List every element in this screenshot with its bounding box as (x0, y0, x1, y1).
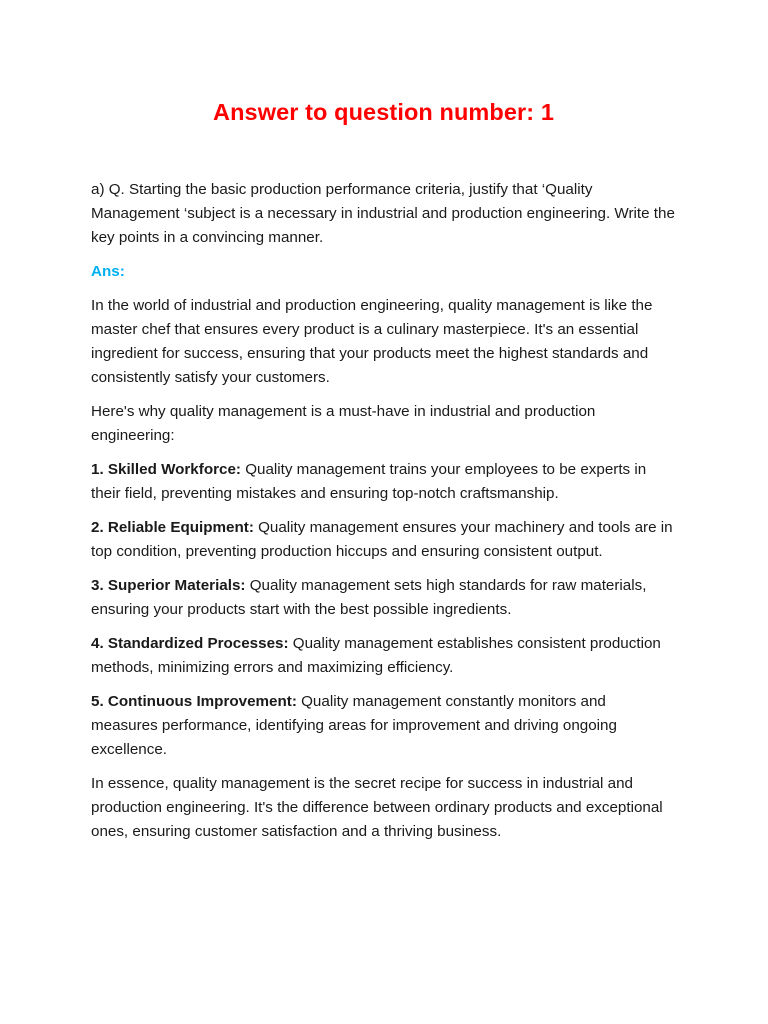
intro-paragraph: In the world of industrial and production engineering, quality management is like the master chef that ensures every product is a culinary masterpiece. It's an essential ingredient for success, ensuring that your products meet the highest standards and consistently satisfy your customers. (91, 297, 653, 386)
point-item-skilled-workforce (91, 458, 676, 506)
point-label: 4. Standardized Processes: (91, 635, 289, 652)
point-text: Quality management trains your employees to be experts in their field, preventing mistakes and ensuring top-notch craftsmanship. (91, 461, 647, 502)
point-text: Quality management constantly monitors and measures performance, identifying areas for improvement and driving ongoing excellence. (91, 693, 617, 758)
point-text: Quality management ensures your machinery and tools are in top condition, preventing production hiccups and ensuring consistent output. (91, 519, 673, 560)
lead-in-paragraph: Here's why quality management is a must-have in industrial and production engineering: (91, 403, 596, 444)
point-item-reliable-equipment (91, 516, 676, 564)
point-label: 3. Superior Materials: (91, 577, 246, 594)
conclusion-paragraph: In essence, quality management is the secret recipe for success in industrial and production engineering. It's the difference between ordinary products and exceptional ones, ensuring customer satisfaction and a thriving business. (91, 775, 663, 840)
point-label: 1. Skilled Workforce: (91, 461, 241, 478)
point-text: Quality management establishes consistent production methods, minimizing errors and maximizing efficiency. (91, 635, 661, 676)
point-text: Quality management sets high standards for raw materials, ensuring your products start with the best possible ingredients. (91, 577, 647, 618)
question-text: a) Q. Starting the basic production performance criteria, justify that ‘Quality Management ‘subject is a necessary in industrial and production engineering. Write the key points in a convincing manner. (91, 181, 675, 246)
answer-label: Ans: (91, 263, 125, 280)
point-item-superior-materials (91, 574, 676, 622)
point-label: 2. Reliable Equipment: (91, 519, 254, 536)
point-label: 5. Continuous Improvement: (91, 693, 297, 710)
point-item-standardized-processes (91, 632, 676, 680)
page-title: Answer to question number: 1 (213, 99, 554, 125)
point-item-continuous-improvement (91, 690, 676, 762)
